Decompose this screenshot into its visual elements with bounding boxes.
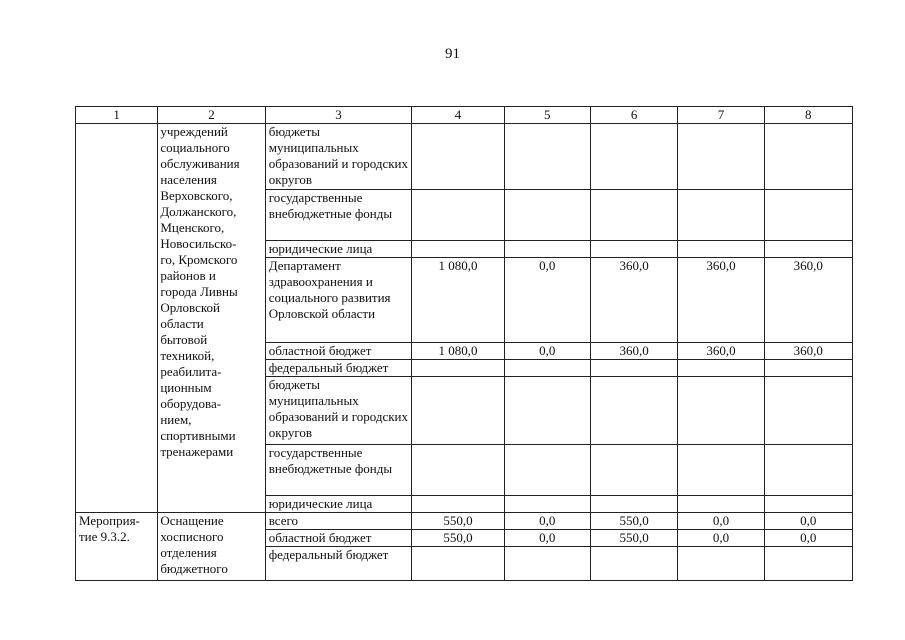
value-cell bbox=[590, 241, 677, 258]
value-cell bbox=[504, 190, 590, 241]
source-cell: государственные внебюджетные фонды bbox=[265, 445, 412, 496]
source-cell: областной бюджет bbox=[265, 343, 412, 360]
value-cell bbox=[764, 547, 852, 581]
table-row bbox=[76, 124, 853, 190]
table-row bbox=[76, 513, 853, 530]
value-cell bbox=[678, 190, 764, 241]
value-cell bbox=[764, 377, 852, 445]
value-cell bbox=[590, 360, 677, 377]
value-cell bbox=[678, 241, 764, 258]
value-cell bbox=[504, 547, 590, 581]
value-cell: 1 080,0 bbox=[412, 258, 504, 343]
value-cell bbox=[678, 547, 764, 581]
value-cell bbox=[504, 241, 590, 258]
value-cell bbox=[764, 360, 852, 377]
source-cell: федеральный бюджет bbox=[265, 547, 412, 581]
value-cell bbox=[590, 124, 677, 190]
col-header-8: 8 bbox=[764, 107, 852, 124]
col-header-6: 6 bbox=[590, 107, 677, 124]
value-cell: 360,0 bbox=[678, 343, 764, 360]
value-cell: 0,0 bbox=[504, 258, 590, 343]
col-header-7: 7 bbox=[678, 107, 764, 124]
value-cell: 0,0 bbox=[678, 530, 764, 547]
value-cell bbox=[590, 445, 677, 496]
header-row bbox=[76, 107, 853, 124]
value-cell bbox=[590, 190, 677, 241]
value-cell bbox=[678, 360, 764, 377]
value-cell bbox=[504, 445, 590, 496]
col-header-1: 1 bbox=[76, 107, 158, 124]
value-cell bbox=[764, 445, 852, 496]
value-cell: 0,0 bbox=[678, 513, 764, 530]
value-cell: 1 080,0 bbox=[412, 343, 504, 360]
description-cell: учреждений социального обслуживания населения Верховского, Должанского, Мценского, Новосильско- го, Кромского районов и города Ливны Орловской области бытовой техникой, реабилита- ционным оборудова- нием, спортивными тренажерами bbox=[158, 124, 265, 513]
value-cell bbox=[764, 190, 852, 241]
value-cell: 550,0 bbox=[590, 513, 677, 530]
value-cell bbox=[590, 547, 677, 581]
value-cell bbox=[764, 241, 852, 258]
value-cell bbox=[678, 496, 764, 513]
value-cell bbox=[412, 360, 504, 377]
col-header-4: 4 bbox=[412, 107, 504, 124]
value-cell bbox=[590, 377, 677, 445]
value-cell bbox=[678, 377, 764, 445]
value-cell: 360,0 bbox=[764, 343, 852, 360]
value-cell: 550,0 bbox=[590, 530, 677, 547]
source-cell: Департамент здравоохранения и социального развития Орловской области bbox=[265, 258, 412, 343]
value-cell bbox=[412, 190, 504, 241]
measure-cell bbox=[76, 124, 158, 513]
value-cell: 360,0 bbox=[590, 258, 677, 343]
col-header-5: 5 bbox=[504, 107, 590, 124]
source-cell: государственные внебюджетные фонды bbox=[265, 190, 412, 241]
source-cell: федеральный бюджет bbox=[265, 360, 412, 377]
value-cell bbox=[678, 124, 764, 190]
value-cell: 0,0 bbox=[504, 513, 590, 530]
value-cell bbox=[412, 547, 504, 581]
value-cell bbox=[764, 496, 852, 513]
value-cell bbox=[504, 496, 590, 513]
description-cell: Оснащение хосписного отделения бюджетного bbox=[158, 513, 265, 581]
value-cell bbox=[412, 377, 504, 445]
source-cell: юридические лица bbox=[265, 496, 412, 513]
value-cell: 360,0 bbox=[678, 258, 764, 343]
value-cell: 0,0 bbox=[504, 530, 590, 547]
value-cell bbox=[504, 360, 590, 377]
value-cell bbox=[764, 124, 852, 190]
measure-cell: Мероприя- тие 9.3.2. bbox=[76, 513, 158, 581]
value-cell: 360,0 bbox=[764, 258, 852, 343]
source-cell: всего bbox=[265, 513, 412, 530]
value-cell: 550,0 bbox=[412, 513, 504, 530]
page-number: 91 bbox=[445, 46, 460, 62]
value-cell bbox=[504, 377, 590, 445]
value-cell bbox=[412, 124, 504, 190]
value-cell: 0,0 bbox=[504, 343, 590, 360]
value-cell bbox=[412, 241, 504, 258]
value-cell bbox=[590, 496, 677, 513]
source-cell: бюджеты муниципальных образований и городских округов bbox=[265, 124, 412, 190]
value-cell bbox=[504, 124, 590, 190]
value-cell bbox=[412, 445, 504, 496]
col-header-3: 3 bbox=[265, 107, 412, 124]
source-cell: областной бюджет bbox=[265, 530, 412, 547]
col-header-2: 2 bbox=[158, 107, 265, 124]
value-cell: 0,0 bbox=[764, 530, 852, 547]
value-cell bbox=[412, 496, 504, 513]
value-cell: 0,0 bbox=[764, 513, 852, 530]
source-cell: юридические лица bbox=[265, 241, 412, 258]
source-cell: бюджеты муниципальных образований и городских округов bbox=[265, 377, 412, 445]
value-cell: 550,0 bbox=[412, 530, 504, 547]
value-cell bbox=[678, 445, 764, 496]
value-cell: 360,0 bbox=[590, 343, 677, 360]
budget-table bbox=[75, 106, 853, 581]
